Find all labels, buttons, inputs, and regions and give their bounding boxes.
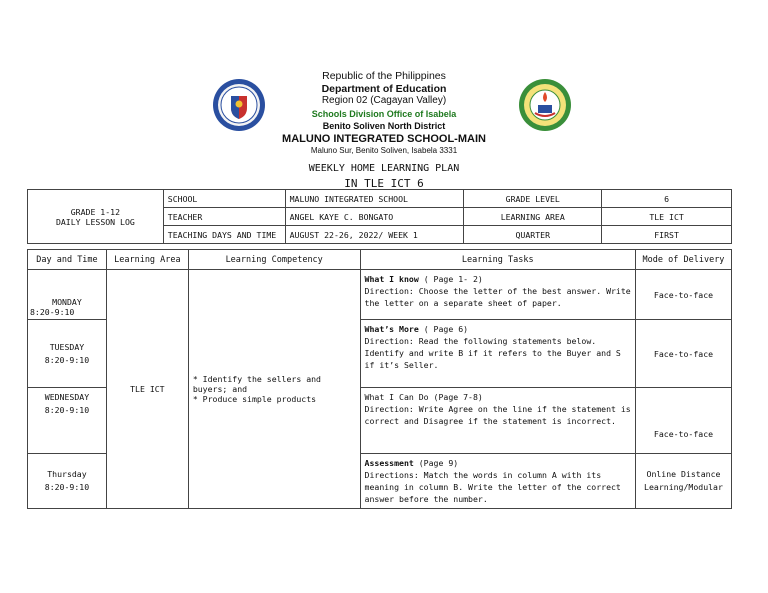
- task-page: (Page 7-8): [428, 392, 483, 402]
- day-time: 8:20-9:10: [30, 307, 75, 317]
- day-name: MONDAY: [52, 297, 82, 307]
- district-text: Benito Soliven North District: [322, 121, 446, 131]
- day-cell: [28, 270, 107, 320]
- region-text: Region 02 (Cagayan Valley): [321, 95, 447, 106]
- task-page: ( Page 6): [418, 324, 469, 334]
- grade-level-value: 6: [602, 190, 732, 208]
- header-mode: Mode of Delivery: [635, 250, 731, 270]
- task-title: What’s More: [364, 324, 419, 334]
- school-name-text: MALUNO INTEGRATED SCHOOL-MAIN: [282, 132, 486, 145]
- task-text: Direction: Write Agree on the line if the statement is correct and Disagree if the statement is incorrect.: [364, 404, 631, 426]
- task-text: Directions: Match the words in column A with its meaning in column B. Write the letter of the correct answer before the number.: [364, 470, 621, 504]
- mode-line: Learning/Modular: [644, 482, 723, 492]
- mode-line: Online Distance: [646, 469, 721, 479]
- school-value: MALUNO INTEGRATED SCHOOL: [285, 190, 464, 208]
- header-day: Day and Time: [28, 250, 107, 270]
- task-text: Direction: Choose the letter of the best answer. Write the letter on a separate sheet of paper.: [364, 286, 631, 308]
- competency-cell: [188, 270, 360, 509]
- grade-level-label: GRADE LEVEL: [464, 190, 602, 208]
- quarter-value: FIRST: [602, 226, 732, 244]
- task-cell: [360, 454, 635, 509]
- day-time: 8:20-9:10: [44, 405, 90, 415]
- mode-cell: [635, 454, 731, 509]
- school-label: SCHOOL: [163, 190, 285, 208]
- competency-line: * Identify the sellers and: [192, 374, 321, 384]
- plan-subtitle: IN TLE ICT 6: [344, 177, 424, 190]
- teacher-value: ANGEL KAYE C. BONGATO: [285, 208, 464, 226]
- day-name: Thursday: [47, 469, 87, 479]
- task-title: What I know: [364, 274, 419, 284]
- days-value: AUGUST 22-26, 2022/ WEEK 1: [285, 226, 464, 244]
- task-cell: [360, 388, 635, 454]
- header-competency: Learning Competency: [188, 250, 360, 270]
- day-time: 8:20-9:10: [44, 482, 90, 492]
- day-time: 8:20-9:10: [44, 354, 90, 365]
- day-cell: [28, 388, 107, 454]
- department-text: Department of Education: [321, 82, 447, 95]
- teacher-label: TEACHER: [163, 208, 285, 226]
- learning-plan-table: [27, 249, 732, 509]
- plan-title: WEEKLY HOME LEARNING PLAN: [308, 163, 460, 174]
- header-tasks: Learning Tasks: [360, 250, 635, 270]
- quarter-label: QUARTER: [464, 226, 602, 244]
- day-cell: [28, 454, 107, 509]
- grade-log-cell: [28, 190, 164, 244]
- task-text: Direction: Read the following statements below. Identify and write B if it refers to the Buyer and S if it’s Seller.: [364, 336, 621, 370]
- competency-line: * Produce simple products: [192, 394, 317, 404]
- grade-label: GRADE 1-12: [70, 206, 121, 217]
- mode-cell: Face-to-face: [635, 270, 731, 320]
- learning-area-label: LEARNING AREA: [464, 208, 602, 226]
- task-page: (Page 9): [413, 458, 459, 468]
- learning-area-value: TLE ICT: [602, 208, 732, 226]
- lesson-info-table: [27, 189, 732, 244]
- division-text: Schools Division Office of Isabela: [311, 108, 457, 119]
- republic-text: Republic of the Philippines: [322, 70, 446, 82]
- plan-header-row: [28, 250, 732, 270]
- task-page: ( Page 1- 2): [418, 274, 483, 284]
- log-label: DAILY LESSON LOG: [55, 216, 135, 227]
- day-name: WEDNESDAY: [44, 392, 90, 402]
- task-cell: [360, 320, 635, 388]
- days-label: TEACHING DAYS AND TIME: [163, 226, 285, 244]
- competency-line: buyers; and: [192, 384, 248, 394]
- learning-area-cell: TLE ICT: [106, 270, 188, 509]
- task-cell: [360, 270, 635, 320]
- address-text: Maluno Sur, Benito Soliven, Isabela 3331: [310, 146, 458, 155]
- mode-cell: Face-to-face: [635, 388, 731, 454]
- mode-cell: Face-to-face: [635, 320, 731, 388]
- day-name: TUESDAY: [49, 341, 85, 352]
- day-cell: [28, 320, 107, 388]
- task-title: Assessment: [364, 458, 414, 468]
- letterhead: [0, 70, 768, 158]
- header-area: Learning Area: [106, 250, 188, 270]
- table-row: [28, 270, 732, 320]
- task-title: What I Can Do: [364, 392, 429, 402]
